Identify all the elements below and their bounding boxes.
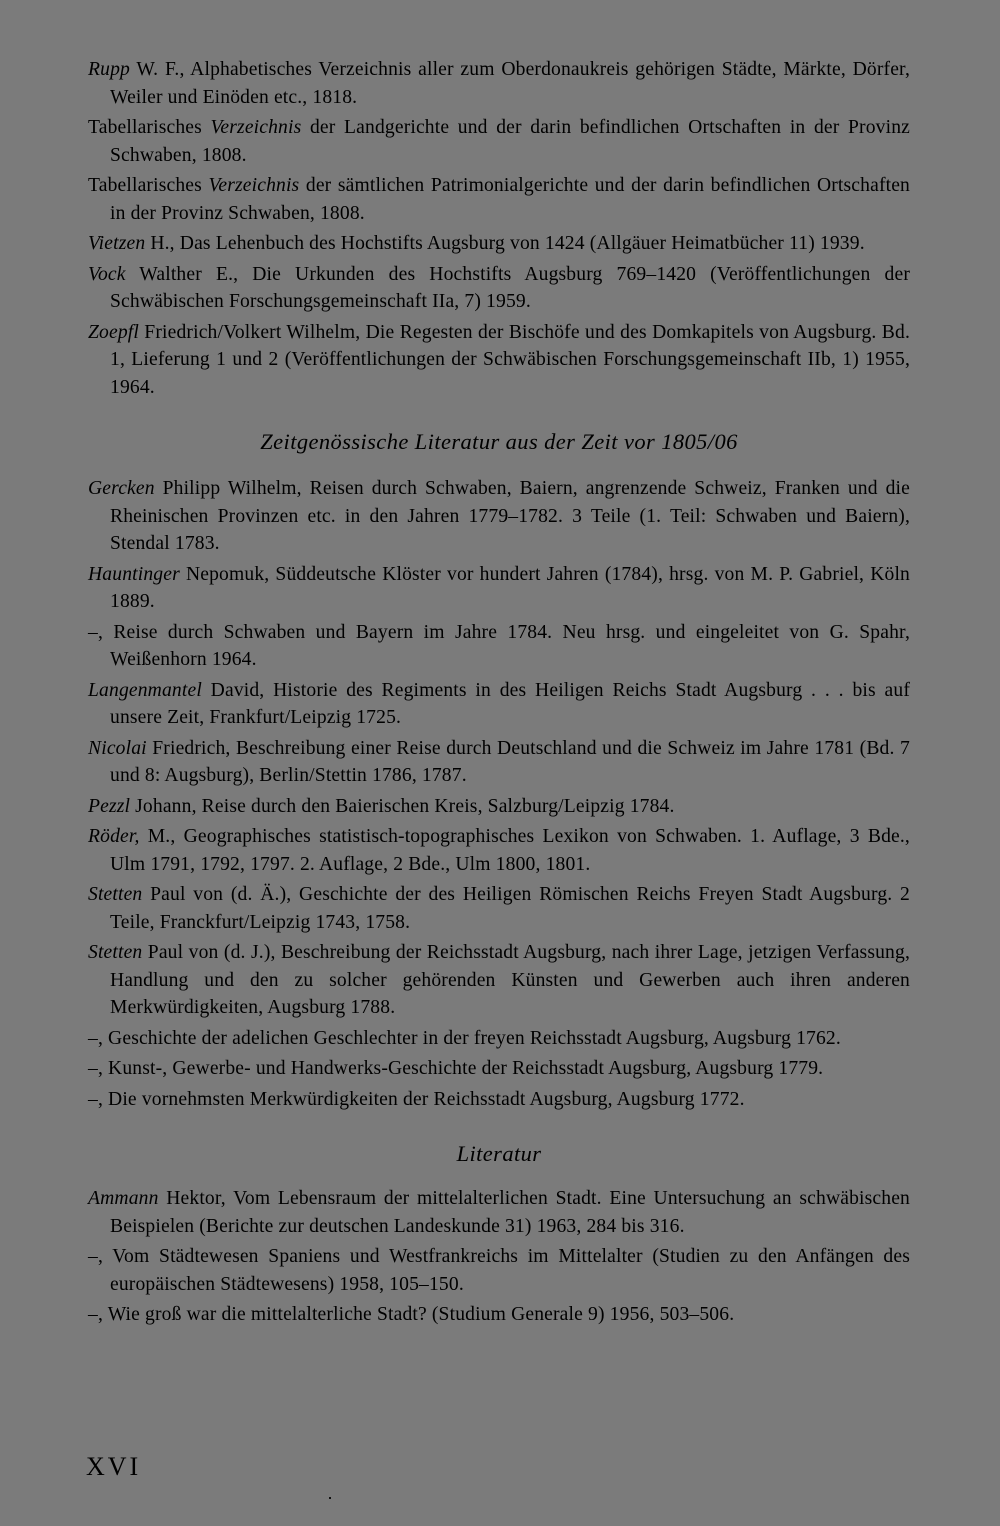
entry-text: W. F., Alphabetisches Verzeichnis aller zum Oberdonaukreis gehörigen Städte, Märkte, Dörfer, Weiler und Einöden etc., 1818. <box>110 59 910 108</box>
entry-author: Pezzl <box>88 795 131 817</box>
bibliography-entry <box>88 261 910 316</box>
bibliography-entry <box>88 1243 910 1298</box>
entry-author: Stetten <box>88 884 143 905</box>
entry-text: der Landgerichte und der darin befindlichen Ortschaften in der Provinz Schwaben, 1808. <box>110 117 911 166</box>
bibliography-entry <box>88 677 910 732</box>
entry-text: M., Geographisches statistisch-topographisches Lexikon von Schwaben. 1. Auflage, 3 Bde., Ulm 1791, 1792, 1797. 2. Auflage, 2 Bde., Ulm 1800, 1801. <box>110 826 910 875</box>
entry-author: Verzeichnis <box>208 175 300 196</box>
entry-text: David, Historie des Regiments in des Heiligen Reichs Stadt Augsburg . . . bis auf unsere Zeit, Frankfurt/Leipzig 1725. <box>110 679 910 728</box>
bibliography-entry <box>88 881 910 936</box>
entry-author: Vock <box>88 263 126 285</box>
entry-text: –, Wie groß war die mittelalterliche Stadt? (Studium Generale 9) 1956, 503–506. <box>88 1304 735 1325</box>
entry-author: Hauntinger <box>88 563 180 585</box>
entry-text: Friedrich, Beschreibung einer Reise durch Deutschland und die Schweiz im Jahre 1781 (Bd. 7 und 8: Augsburg), Berlin/Stettin 1786, 1787. <box>110 737 910 786</box>
entry-author: Langenmantel <box>88 679 202 701</box>
bibliography-page <box>88 56 910 1332</box>
bibliography-entry <box>88 793 910 821</box>
entry-text: Nepomuk, Süddeutsche Klöster vor hundert Jahren (1784), hrsg. von M. P. Gabriel, Köln 1889. <box>110 563 910 612</box>
bibliography-entry <box>88 735 910 790</box>
bibliography-entry <box>88 823 910 878</box>
entry-author: Verzeichnis <box>210 117 302 138</box>
bibliography-entry <box>88 172 910 227</box>
entry-prefix: Tabellarisches <box>88 117 211 138</box>
section-heading-literature: Literatur <box>456 1141 542 1166</box>
bibliography-entry <box>88 230 910 258</box>
bibliography-entry <box>88 619 910 674</box>
bibliography-entry <box>88 1055 910 1083</box>
bibliography-entry <box>88 1086 910 1114</box>
entry-author: Stetten <box>88 942 143 963</box>
entry-text: –, Reise durch Schwaben und Bayern im Jahre 1784. Neu hrsg. und eingeleitet von G. Spahr, Weißenhorn 1964. <box>88 621 910 670</box>
bibliography-entry <box>88 1301 910 1329</box>
entry-prefix: Tabellarisches <box>88 175 209 196</box>
entry-text: Friedrich/Volkert Wilhelm, Die Regesten der Bischöfe und des Domkapitels von Augsburg. Bd. 1, Lieferung 1 und 2 (Veröffentlichungen der Schwäbischen Forschungsgemeinschaft IIb, 1) 1955, 1964. <box>110 321 910 398</box>
entry-text: H., Das Lehenbuch des Hochstifts Augsburg von 1424 (Allgäuer Heimatbücher 11) 1939. <box>145 233 865 254</box>
entry-text: –, Vom Städtewesen Spaniens und Westfrankreichs im Mittelalter (Studien zu den Anfängen des europäischen Städtewesens) 1958, 105–150. <box>88 1246 910 1295</box>
entry-author: Rupp <box>88 59 130 80</box>
entry-author: Nicolai <box>88 737 147 759</box>
bibliography-entry <box>88 1185 910 1240</box>
bibliography-entry <box>88 1025 910 1053</box>
section-heading-contemporary: Zeitgenössische Literatur aus der Zeit vor 1805/06 <box>260 429 738 454</box>
entry-text: Philipp Wilhelm, Reisen durch Schwaben, Baiern, angrenzende Schweiz, Franken und die Rheinischen Provinzen etc. in den Jahren 1779–1782. 3 Teile (1. Teil: Schwaben und Baiern), Stendal 1783. <box>110 478 910 554</box>
entry-author: Ammann <box>88 1188 159 1209</box>
entry-text: Walther E., Die Urkunden des Hochstifts Augsburg 769–1420 (Veröffentlichungen der Schwäbischen Forschungsgemeinschaft IIa, 7) 1959. <box>110 263 910 312</box>
entry-text: –, Geschichte der adelichen Geschlechter in der freyen Reichsstadt Augsburg, Augsburg 1762. <box>88 1027 841 1049</box>
bibliography-entry <box>88 319 910 402</box>
entry-text: –, Die vornehmsten Merkwürdigkeiten der Reichsstadt Augsburg, Augsburg 1772. <box>88 1088 745 1110</box>
entry-text: der sämtlichen Patrimonialgerichte und der darin befindlichen Ortschaften in der Provinz Schwaben, 1808. <box>110 175 911 224</box>
entry-text: –, Kunst-, Gewerbe- und Handwerks-Geschichte der Reichsstadt Augsburg, Augsburg 1779. <box>88 1058 824 1079</box>
entry-author: Röder, <box>88 826 140 847</box>
entry-author: Gercken <box>88 478 155 499</box>
entry-text: Paul von (d. J.), Beschreibung der Reichsstadt Augsburg, nach ihrer Lage, jetzigen Verfassung, Handlung und den zu solcher gehörenden Künsten und Gewerben auch ihren anderen Merkwürdigkeiten, Augsburg 1788. <box>110 942 910 1018</box>
bibliography-entry <box>88 56 910 111</box>
bibliography-entry <box>88 939 910 1022</box>
entry-author: Vietzen <box>88 233 146 254</box>
bibliography-entry <box>88 561 910 616</box>
entry-text: Hektor, Vom Lebensraum der mittelalterlichen Stadt. Eine Untersuchung an schwäbischen Beispielen (Berichte zur deutschen Landeskunde 31) 1963, 284 bis 316. <box>110 1188 910 1237</box>
entry-text: Johann, Reise durch den Baierischen Kreis, Salzburg/Leipzig 1784. <box>130 795 675 817</box>
bibliography-entry <box>88 114 910 169</box>
entry-text: Paul von (d. Ä.), Geschichte der des Heiligen Römischen Reichs Freyen Stadt Augsburg. 2 Teile, Franckfurt/Leipzig 1743, 1758. <box>110 884 910 933</box>
entry-author: Zoepfl <box>88 321 139 343</box>
scan-speck <box>329 1497 331 1499</box>
bibliography-entry <box>88 475 910 558</box>
page-number: XVI <box>86 1452 142 1481</box>
